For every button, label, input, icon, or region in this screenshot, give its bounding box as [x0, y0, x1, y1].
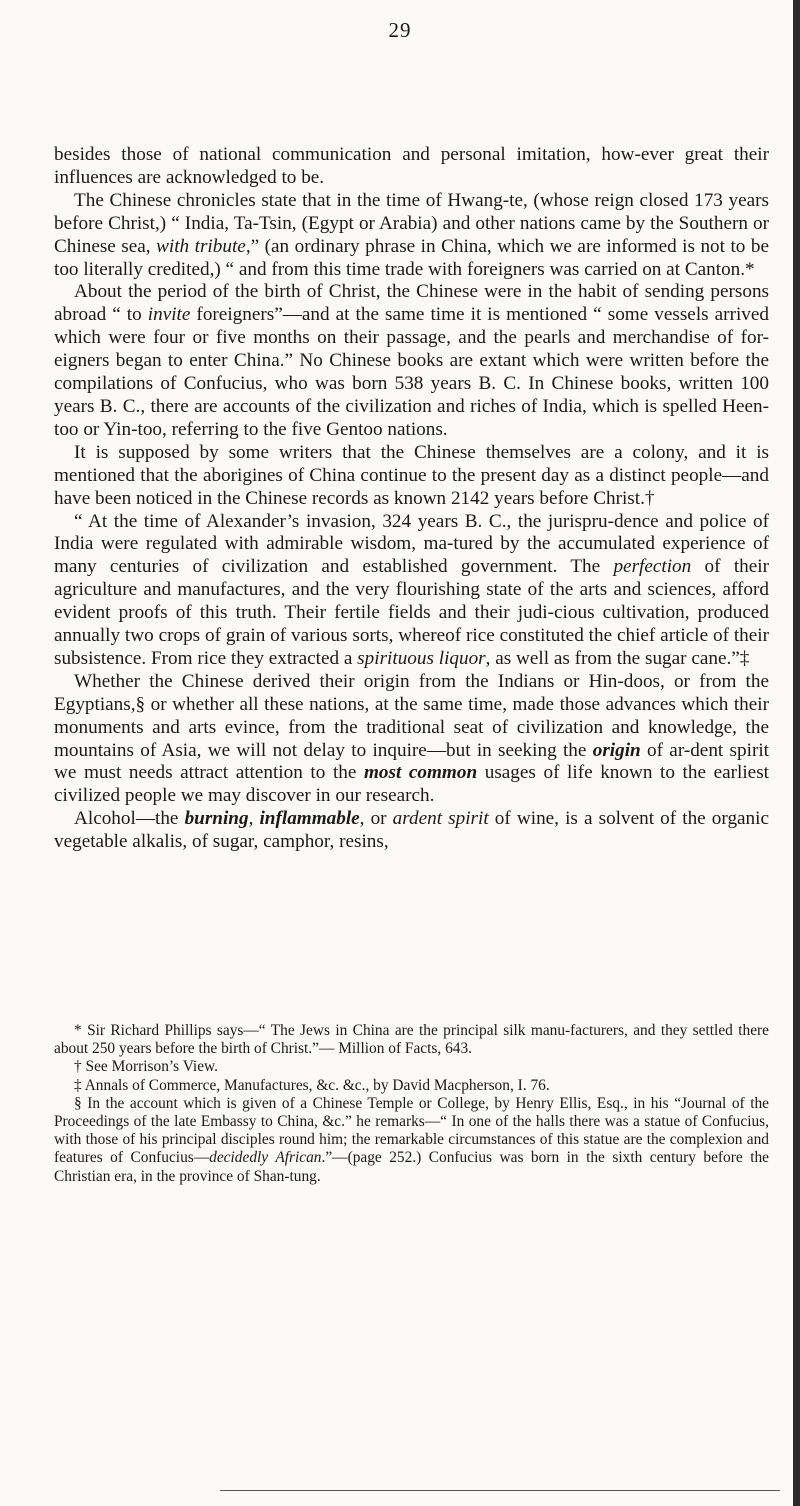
footnote: [54, 1058, 769, 1076]
text-run: usages of life known to the earliest civilized people we may discover in our research.: [54, 762, 769, 807]
body-paragraph: [54, 190, 769, 282]
text-run: of wine, is a solvent of the organic vegetable alkalis, of sugar, camphor, resins,: [54, 808, 769, 853]
text-run: , or: [359, 808, 393, 830]
text-run: Whether the Chinese derived their origin from the Indians or Hin-doos, or from the Egyptians,§ or whether all these nations, at the same time, made those advances which their monuments and arts evince, from the traditional seat of civilization and knowledge, the mountains of Asia, we will not delay to inquire—but in seeking the: [54, 670, 769, 761]
footnotes: [54, 1022, 769, 1186]
text-run: of their agriculture and manufactures, and the very flourishing state of the arts and sciences, afford evident proofs of this truth. Their fertile fields and their judi-cious cultivation, produced annually two crops of grain of various sorts, whereof rice constituted the chief article of their subsistence. From rice they extracted a: [54, 556, 769, 669]
text-run: of ar-dent spirit we must needs attract attention to the: [54, 739, 769, 784]
emphasis-run: decidedly African: [209, 1149, 322, 1167]
body-paragraph: [54, 442, 769, 511]
text-run: .”—(page 252.) Confucius was born in the sixth century before the Christian era, in the province of Shan-tung.: [54, 1149, 769, 1185]
text-run: § In the account which is given of a Chinese Temple or College, by Henry Ellis, Esq., in his “Journal of the Proceedings of the late Embassy to China, &c.” he remarks—“ In one of the halls there was a statue of Confucius, with those of his principal disciples round him; the remarkable circumstances of this statue are the complexion and features of Confucius—: [54, 1094, 769, 1167]
body-paragraph: [54, 808, 769, 854]
emphasis-run: perfection: [613, 556, 692, 578]
emphasis-run: most common: [363, 762, 478, 784]
text-run: The Chinese chronicles state that in the time of Hwang-te, (whose reign closed 173 years before Christ,) “ India, Ta-Tsin, (Egypt or Arabia) and other nations came by the Southern or Chinese sea,: [54, 189, 769, 257]
text-run: ,” (an ordinary phrase in China, which we are informed is not to be too literally credited,) “ and from this time trade with foreigners was carried on at Canton.*: [54, 235, 769, 280]
text-run: * Sir Richard Phillips says—“ The Jews in China are the principal silk manu-facturers, and they settled there about 250 years before the birth of Christ.”— Million of Facts, 643.: [54, 1022, 769, 1058]
emphasis-run: invite: [147, 304, 191, 326]
page-edge-shadow: [793, 0, 800, 1506]
emphasis-run: origin: [592, 739, 641, 761]
text-run: It is supposed by some writers that the Chinese themselves are a colony, and it is mentioned that the aborigines of China continue to the present day as a distinct people—and have been noticed in the Chinese records as known 2142 years before Christ.†: [54, 441, 769, 509]
emphasis-run: spirituous liquor: [357, 647, 486, 669]
text-run: ‡ Annals of Commerce, Manufactures, &c. &c., by David Macpherson, I. 76.: [74, 1076, 550, 1094]
text-run: Alcohol—the: [74, 808, 185, 830]
text-run: besides those of national communication and personal imitation, how-ever great their influences are acknowledged to be.: [54, 144, 769, 188]
body-paragraph: [54, 281, 769, 441]
text-run: , as well as from the sugar cane.”‡: [485, 647, 750, 669]
text-run: foreigners”—and at the same time it is mentioned “ some vessels arrived which were four or five months on their passage, and the pearls and merchandise of for-eigners began to enter China.” No Chinese books are extant which were written before the compilations of Confucius, who was born 538 years B. C. In Chinese books, written 100 years B. C., there are accounts of the civilization and riches of India, which is spelled Heen-too or Yin-too, referring to the five Gentoo nations.: [54, 304, 769, 440]
text-run: ,: [248, 808, 260, 830]
emphasis-run: ardent spirit: [392, 808, 489, 830]
bottom-edge-rule: [220, 1490, 780, 1491]
body-text: [54, 144, 769, 854]
body-paragraph: [54, 671, 769, 808]
footnote: [54, 1022, 769, 1058]
body-paragraph: [54, 144, 769, 190]
text-run: “ At the time of Alexander’s invasion, 324 years B. C., the jurispru-dence and police of India were regulated with admirable wisdom, ma-tured by the accumulated experience of many centuries of civilization and established government. The: [54, 510, 769, 578]
emphasis-run: with tribute: [156, 235, 246, 257]
footnote: [54, 1095, 769, 1186]
emphasis-run: burning: [184, 808, 249, 830]
text-run: About the period of the birth of Christ, the Chinese were in the habit of sending persons abroad “ to: [54, 281, 769, 326]
footnote: [54, 1077, 769, 1095]
body-paragraph: [54, 511, 769, 671]
text-run: † See Morrison’s View.: [74, 1058, 218, 1076]
emphasis-run: inflammable: [259, 808, 360, 830]
page-number: 29: [388, 18, 412, 42]
